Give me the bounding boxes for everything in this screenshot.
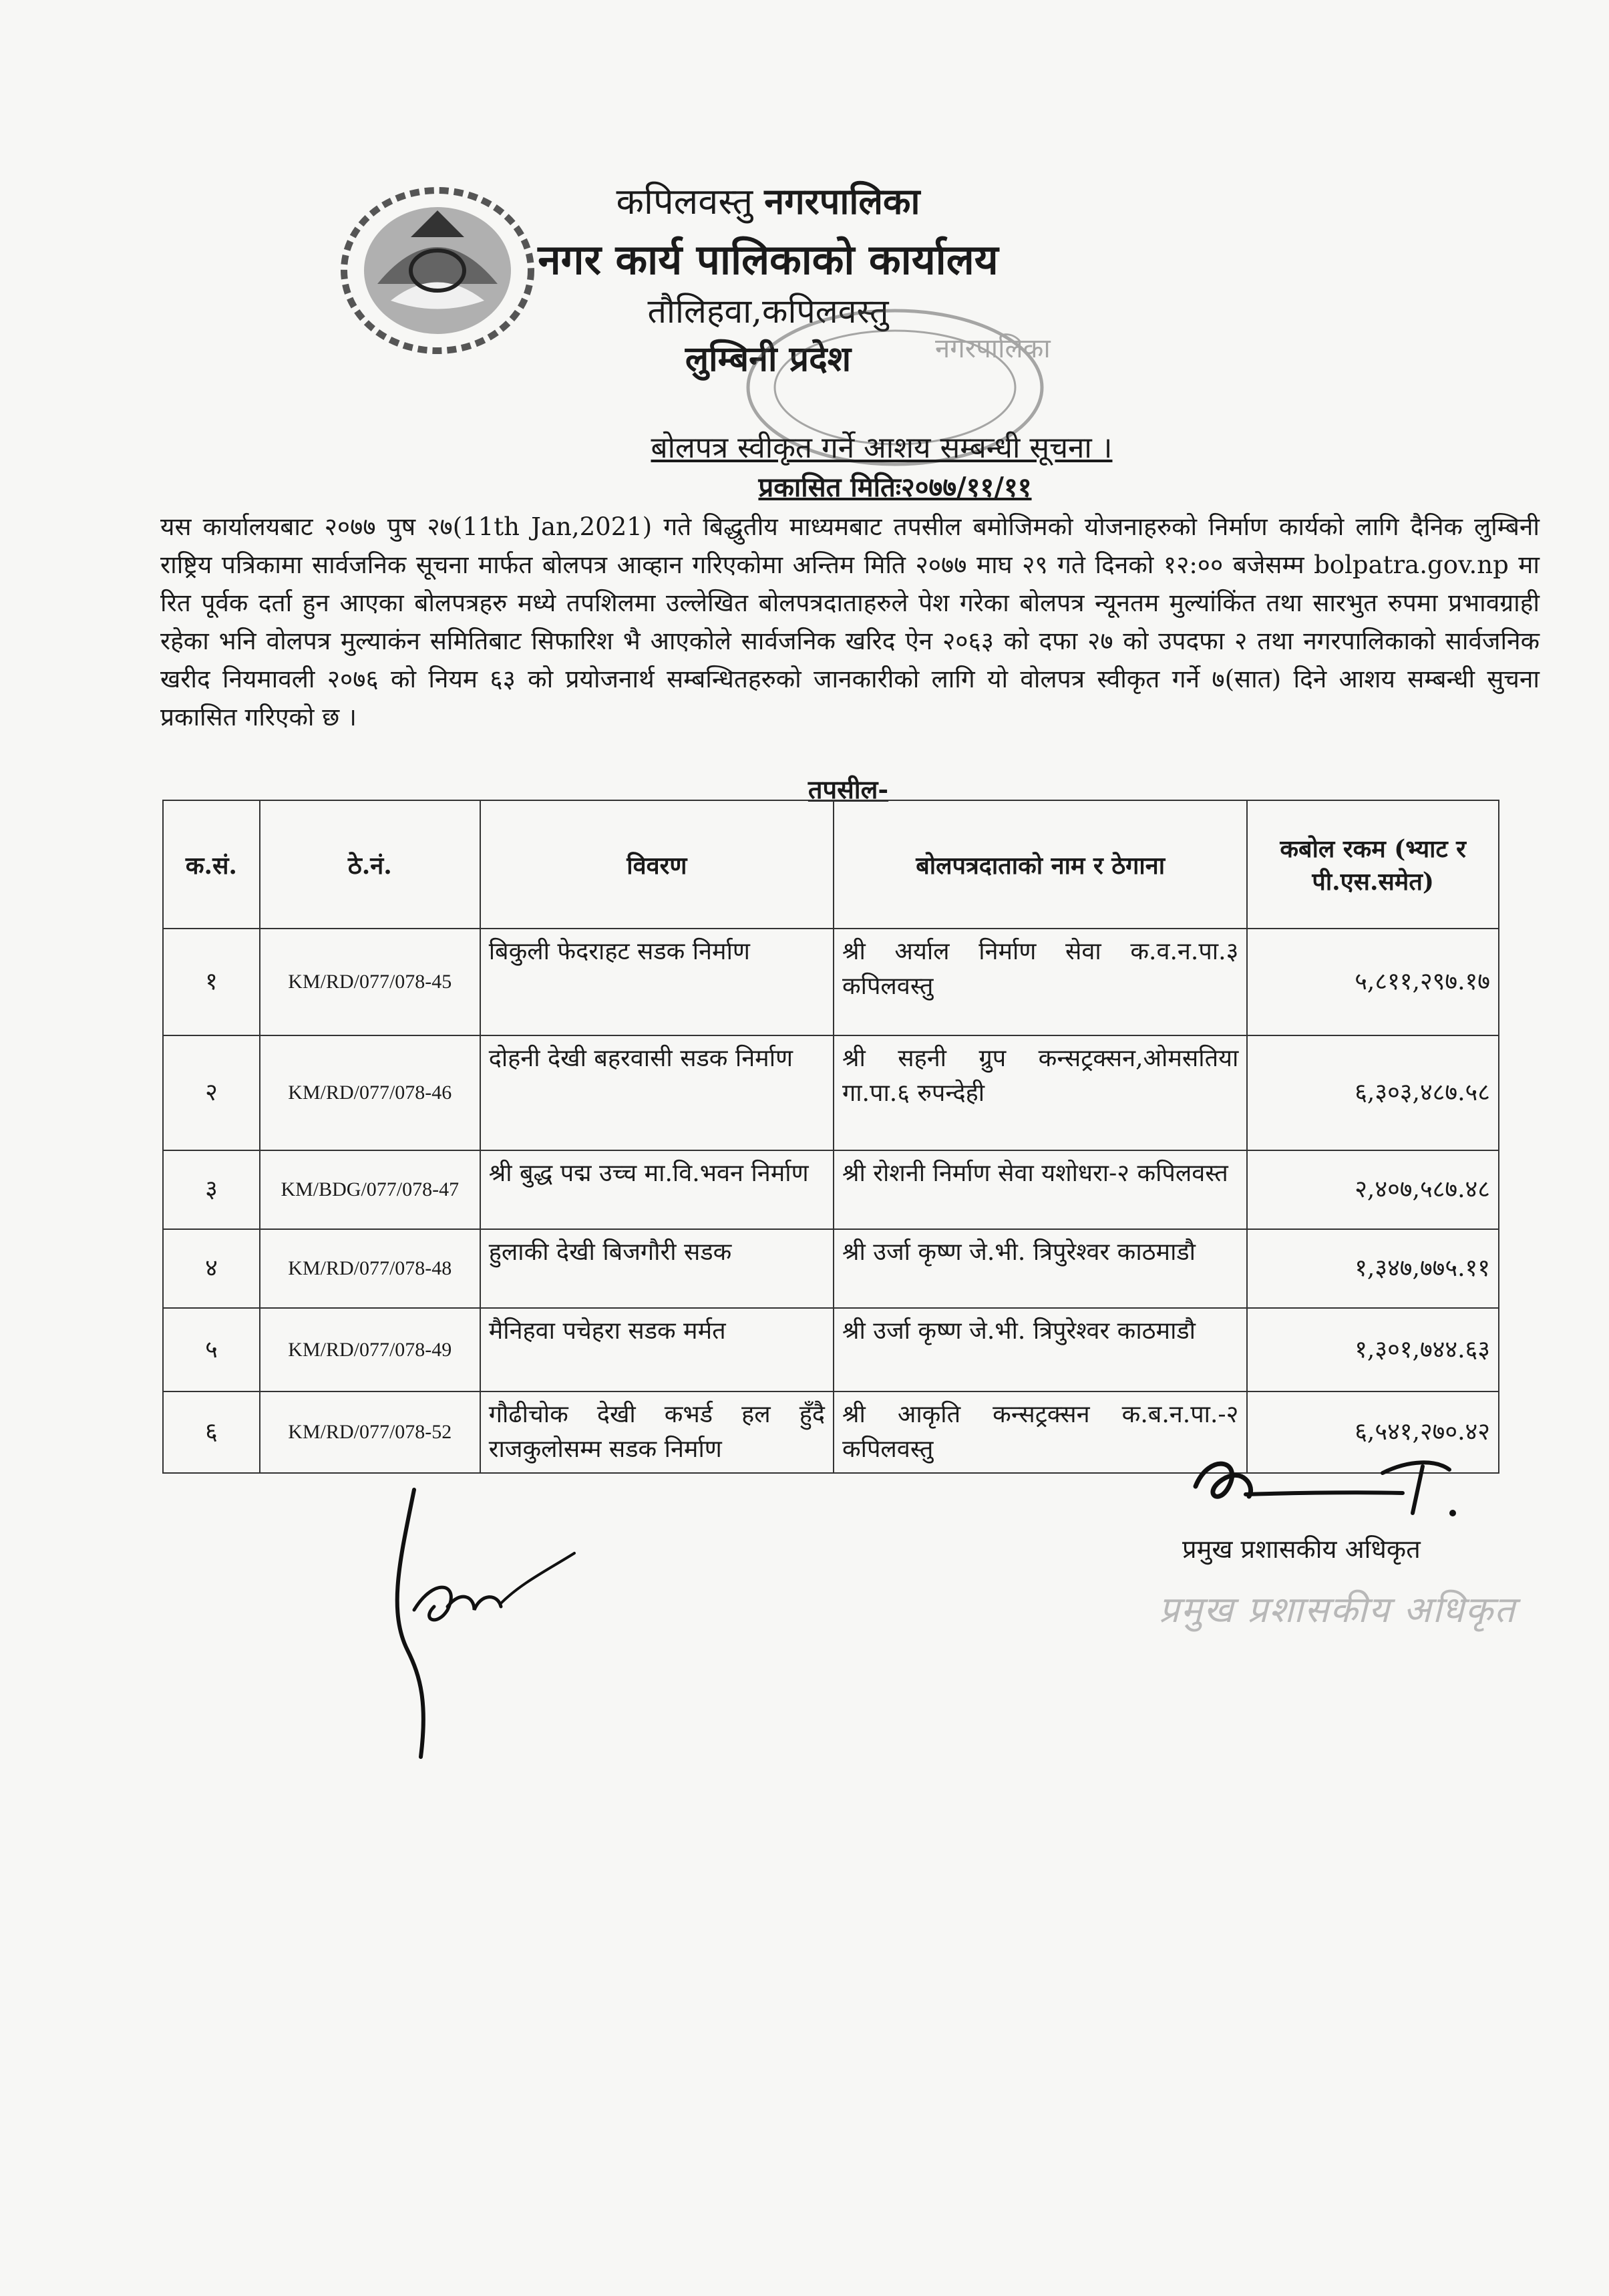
title-stamp: प्रमुख प्रशासकीय अधिकृत <box>1159 1589 1516 1631</box>
cell-bidder: श्री आकृति कन्सट्रक्सन क.ब.न.पा.-२ कपिलवस्तु <box>834 1391 1247 1473</box>
municipality-name <box>468 175 1069 224</box>
cell-description: हुलाकी देखी बिजगौरी सडक <box>480 1229 834 1308</box>
cell-contract-no: KM/RD/077/078-49 <box>260 1308 480 1391</box>
table-row <box>163 1150 1499 1229</box>
table-row <box>163 1035 1499 1150</box>
municipality-type: नगरपालिका <box>764 180 920 222</box>
cell-serial: ४ <box>163 1229 260 1308</box>
stamp-text: नगरपालिका <box>935 333 1051 364</box>
col-header-bidder: बोलपत्रदाताको नाम र ठेगाना <box>834 800 1247 929</box>
cell-serial: १ <box>163 929 260 1035</box>
cell-amount: ६,५४१,२७०.४२ <box>1247 1391 1499 1473</box>
cell-serial: २ <box>163 1035 260 1150</box>
cell-contract-no: KM/RD/077/078-48 <box>260 1229 480 1308</box>
col-header-serial: क.सं. <box>163 800 260 929</box>
office-name: नगर कार्य पालिकाको कार्यालय <box>538 235 999 284</box>
cell-bidder: श्री अर्याल निर्माण सेवा क.व.न.पा.३ कपिलवस्तु <box>834 929 1247 1035</box>
publication-date: प्रकासित मितिः२०७७/११/११ <box>758 472 1032 503</box>
cell-contract-no: KM/RD/077/078-45 <box>260 929 480 1035</box>
office-address: तौलिहवा,कपिलवस्तु <box>647 292 889 331</box>
cell-bidder: श्री उर्जा कृष्ण जे.भी. त्रिपुरेश्वर काठमाडौ <box>834 1308 1247 1391</box>
cell-amount: २,४०७,५८७.४८ <box>1247 1150 1499 1229</box>
cell-description: मैनिहवा पचेहरा सडक मर्मत <box>480 1308 834 1391</box>
cell-contract-no: KM/RD/077/078-52 <box>260 1391 480 1473</box>
municipality-district: कपिलवस्तु <box>616 180 753 222</box>
col-header-amount: कबोल रकम (भ्याट र पी.एस.समेत) <box>1247 800 1499 929</box>
col-header-description: विवरण <box>480 800 834 929</box>
cell-amount: १,३०१,७४४.६३ <box>1247 1308 1499 1391</box>
cell-description: श्री बुद्ध पद्म उच्च मा.वि.भवन निर्माण <box>480 1150 834 1229</box>
cell-serial: ६ <box>163 1391 260 1473</box>
cell-contract-no: KM/RD/077/078-46 <box>260 1035 480 1150</box>
cell-serial: ३ <box>163 1150 260 1229</box>
cell-bidder: श्री सहनी ग्रुप कन्सट्रक्सन,ओमसतिया गा.पा.६ रुपन्देही <box>834 1035 1247 1150</box>
cell-serial: ५ <box>163 1308 260 1391</box>
notice-body: यस कार्यालयबाट २०७७ पुष २७(11th Jan,2021) गते बिद्धुतीय माध्यमबाट तपसील बमोजिमको योजनाहरुको निर्माण कार्यको लागि दैनिक लुम्बिनी राष्ट्रिय पत्रिकामा सार्वजनिक सूचना मार्फत बोलपत्र आव्हान गरिएकोमा अन्तिम मिति २०७७ माघ २९ गते दिनको १२:०० बजेसम्म bolpatra.gov.np मा रित पूर्वक दर्ता हुन आएका बोलपत्रहरु मध्ये तपशिलमा उल्लेखित बोलपत्रदाताहरुले पेश गरेका बोलपत्र न्यूनतम मुल्यांकिंत तथा सारभुत रुपमा प्रभावग्राही रहेका भनि वोलपत्र मुल्याकंन समितिबाट सिफारिश भै आएकोले सार्वजनिक खरिद ऐन २०६३ को दफा २७ को उपदफा २ तथा नगरपालिकाको सार्वजनिक खरीद नियमावली २०७६ को नियम ६३ को प्रयोजनार्थ सम्बन्धितहरुको जानकारीको लागि यो वोलपत्र स्वीकृत गर्ने ७(सात) दिने आशय सम्बन्धी सुचना प्रकासित गरिएको छ । <box>160 512 1540 731</box>
table-row <box>163 929 1499 1035</box>
cell-contract-no: KM/BDG/077/078-47 <box>260 1150 480 1229</box>
bid-table <box>162 800 1499 1474</box>
cell-amount: ५,८११,२९७.१७ <box>1247 929 1499 1035</box>
cell-description: बिकुली फेदराहट सडक निर्माण <box>480 929 834 1035</box>
cell-amount: १,३४७,७७५.११ <box>1247 1229 1499 1308</box>
cell-bidder: श्री उर्जा कृष्ण जे.भी. त्रिपुरेश्वर काठमाडौ <box>834 1229 1247 1308</box>
cell-amount: ६,३०३,४८७.५८ <box>1247 1035 1499 1150</box>
signature-left <box>374 1476 588 1764</box>
cell-description: गौढीचोक देखी कभर्ड हल हुँदै राजकुलोसम्म सडक निर्माण <box>480 1391 834 1473</box>
signatory-title: प्रमुख प्रशासकीय अधिकृत <box>1182 1534 1421 1564</box>
cell-bidder: श्री रोशनी निर्माण सेवा यशोधरा-२ कपिलवस्त <box>834 1150 1247 1229</box>
table-row <box>163 1229 1499 1308</box>
signature-right <box>1182 1446 1489 1526</box>
notice-subject: बोलपत्र स्वीकृत गर्ने आशय सम्बन्धी सूचना । <box>651 431 1113 465</box>
table-row <box>163 1308 1499 1391</box>
province-name: लुम्बिनी प्रदेश <box>685 339 852 379</box>
col-header-contract-no: ठे.नं. <box>260 800 480 929</box>
details-heading: तपसील- <box>808 774 889 804</box>
table-header-row <box>163 800 1499 929</box>
cell-description: दोहनी देखी बहरवासी सडक निर्माण <box>480 1035 834 1150</box>
